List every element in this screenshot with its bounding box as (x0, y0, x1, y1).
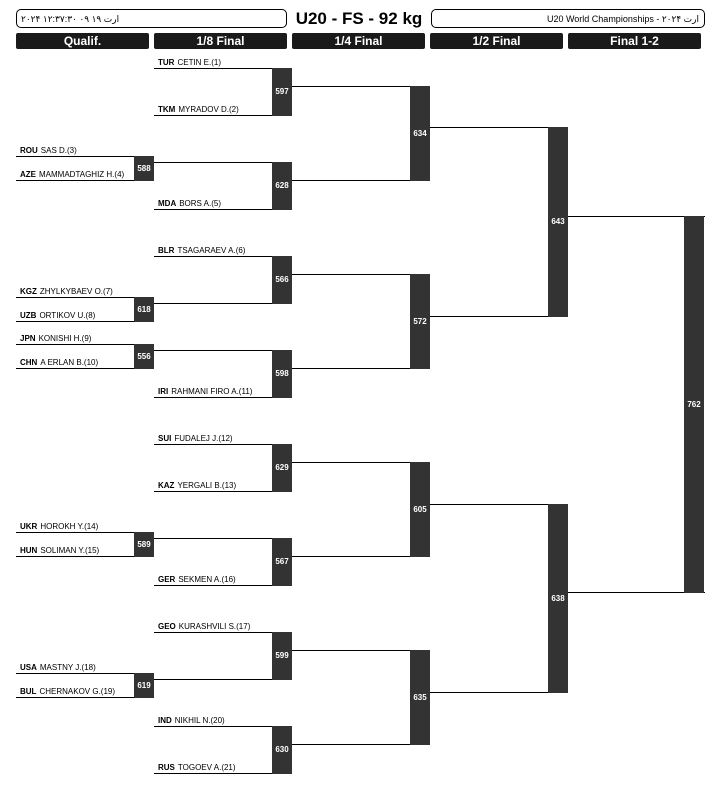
wrestler-name: RAHMANI FIRO A.(11) (171, 387, 253, 396)
round-header-1-2-final: 1/2 Final (430, 33, 563, 49)
wrestler-label (158, 387, 252, 397)
wrestler-name: A ERLAN B.(10) (40, 358, 99, 367)
wrestler-country: BLR (158, 246, 175, 255)
bout-number: 597 (272, 68, 292, 116)
wrestler-name: CETIN E.(1) (177, 58, 222, 67)
wrestler-country: UKR (20, 522, 38, 531)
wrestler-label (20, 311, 95, 321)
bout-number: 635 (410, 650, 430, 745)
bout-number: 628 (272, 162, 292, 210)
wrestler-country: IRI (158, 387, 169, 396)
wrestler-label (20, 522, 98, 532)
wrestler-label (20, 170, 124, 180)
wrestler-name: HOROKH Y.(14) (40, 522, 99, 531)
bout-number: 598 (272, 350, 292, 398)
bout-number: 630 (272, 726, 292, 774)
wrestler-country: RUS (158, 763, 175, 772)
wrestler-name: FUDALEJ J.(12) (174, 434, 233, 443)
bout-number: 643 (548, 127, 568, 317)
wrestler-label (158, 199, 221, 209)
wrestler-country: SUI (158, 434, 172, 443)
wrestler-label (20, 358, 98, 368)
bout-number: 566 (272, 256, 292, 304)
wrestler-label (20, 287, 113, 297)
wrestler-country: IND (158, 716, 172, 725)
bout-number: 634 (410, 86, 430, 181)
wrestler-label (158, 246, 245, 256)
round-header-1-4-final: 1/4 Final (292, 33, 425, 49)
wrestler-label (158, 105, 239, 115)
wrestler-country: ROU (20, 146, 38, 155)
bout-number: 556 (134, 344, 154, 369)
wrestler-label (20, 546, 99, 556)
printed-datetime: ارت ۱۹ ۰۹ ۱۲:۳۷:۳۰ ۲۰۲۴ (16, 9, 287, 28)
wrestler-country: MDA (158, 199, 177, 208)
bout-number: 599 (272, 632, 292, 680)
wrestler-name: KURASHVILI S.(17) (178, 622, 251, 631)
wrestler-country: CHN (20, 358, 38, 367)
wrestler-country: AZE (20, 170, 36, 179)
round-header-qualif: Qualif. (16, 33, 149, 49)
wrestler-label (158, 481, 236, 491)
round-header-final: Final 1-2 (568, 33, 701, 49)
round-header-1-8-final: 1/8 Final (154, 33, 287, 49)
wrestler-name: ORTIKOV U.(8) (39, 311, 96, 320)
wrestler-name: BORS A.(5) (179, 199, 222, 208)
wrestler-label (20, 687, 115, 697)
wrestler-country: JPN (20, 334, 36, 343)
wrestler-country: TUR (158, 58, 175, 67)
wrestler-label (158, 58, 221, 68)
bout-number: 619 (134, 673, 154, 698)
wrestler-name: KONISHI H.(9) (38, 334, 92, 343)
wrestler-label (158, 575, 236, 585)
wrestler-label (158, 763, 236, 773)
wrestler-name: SOLIMAN Y.(15) (40, 546, 100, 555)
wrestler-country: TKM (158, 105, 176, 114)
bout-number: 572 (410, 274, 430, 369)
wrestler-label (20, 334, 91, 344)
wrestler-label (158, 434, 233, 444)
bout-number: 638 (548, 504, 568, 693)
wrestler-name: MAMMADTAGHIZ H.(4) (39, 170, 125, 179)
wrestler-name: TSAGARAEV A.(6) (177, 246, 246, 255)
wrestler-country: KAZ (158, 481, 175, 490)
wrestler-name: ZHYLKYBAEV O.(7) (39, 287, 113, 296)
wrestler-name: SAS D.(3) (40, 146, 77, 155)
event-name: U20 World Championships - ۲۰۲۴ ارت (431, 9, 705, 28)
wrestler-name: MYRADOV D.(2) (178, 105, 239, 114)
bout-number: 618 (134, 297, 154, 322)
wrestler-name: TOGOEV A.(21) (177, 763, 236, 772)
bout-number: 762 (684, 216, 704, 593)
wrestler-country: GER (158, 575, 176, 584)
page-title: U20 - FS - 92 kg (295, 9, 423, 28)
wrestler-name: NIKHIL N.(20) (174, 716, 225, 725)
wrestler-label (20, 663, 96, 673)
bout-number: 605 (410, 462, 430, 557)
wrestler-country: GEO (158, 622, 176, 631)
bout-number: 589 (134, 532, 154, 557)
wrestler-name: YERGALI B.(13) (177, 481, 237, 490)
wrestler-name: SEKMEN A.(16) (178, 575, 236, 584)
wrestler-label (20, 146, 77, 156)
wrestler-name: CHERNAKOV G.(19) (39, 687, 116, 696)
bout-number: 567 (272, 538, 292, 586)
wrestler-name: MASTNY J.(18) (39, 663, 96, 672)
bout-number: 629 (272, 444, 292, 492)
wrestler-country: HUN (20, 546, 38, 555)
wrestler-country: UZB (20, 311, 37, 320)
wrestler-label (158, 716, 225, 726)
wrestler-country: KGZ (20, 287, 37, 296)
bout-number: 588 (134, 156, 154, 181)
wrestler-label (158, 622, 250, 632)
wrestler-country: BUL (20, 687, 37, 696)
wrestler-country: USA (20, 663, 37, 672)
